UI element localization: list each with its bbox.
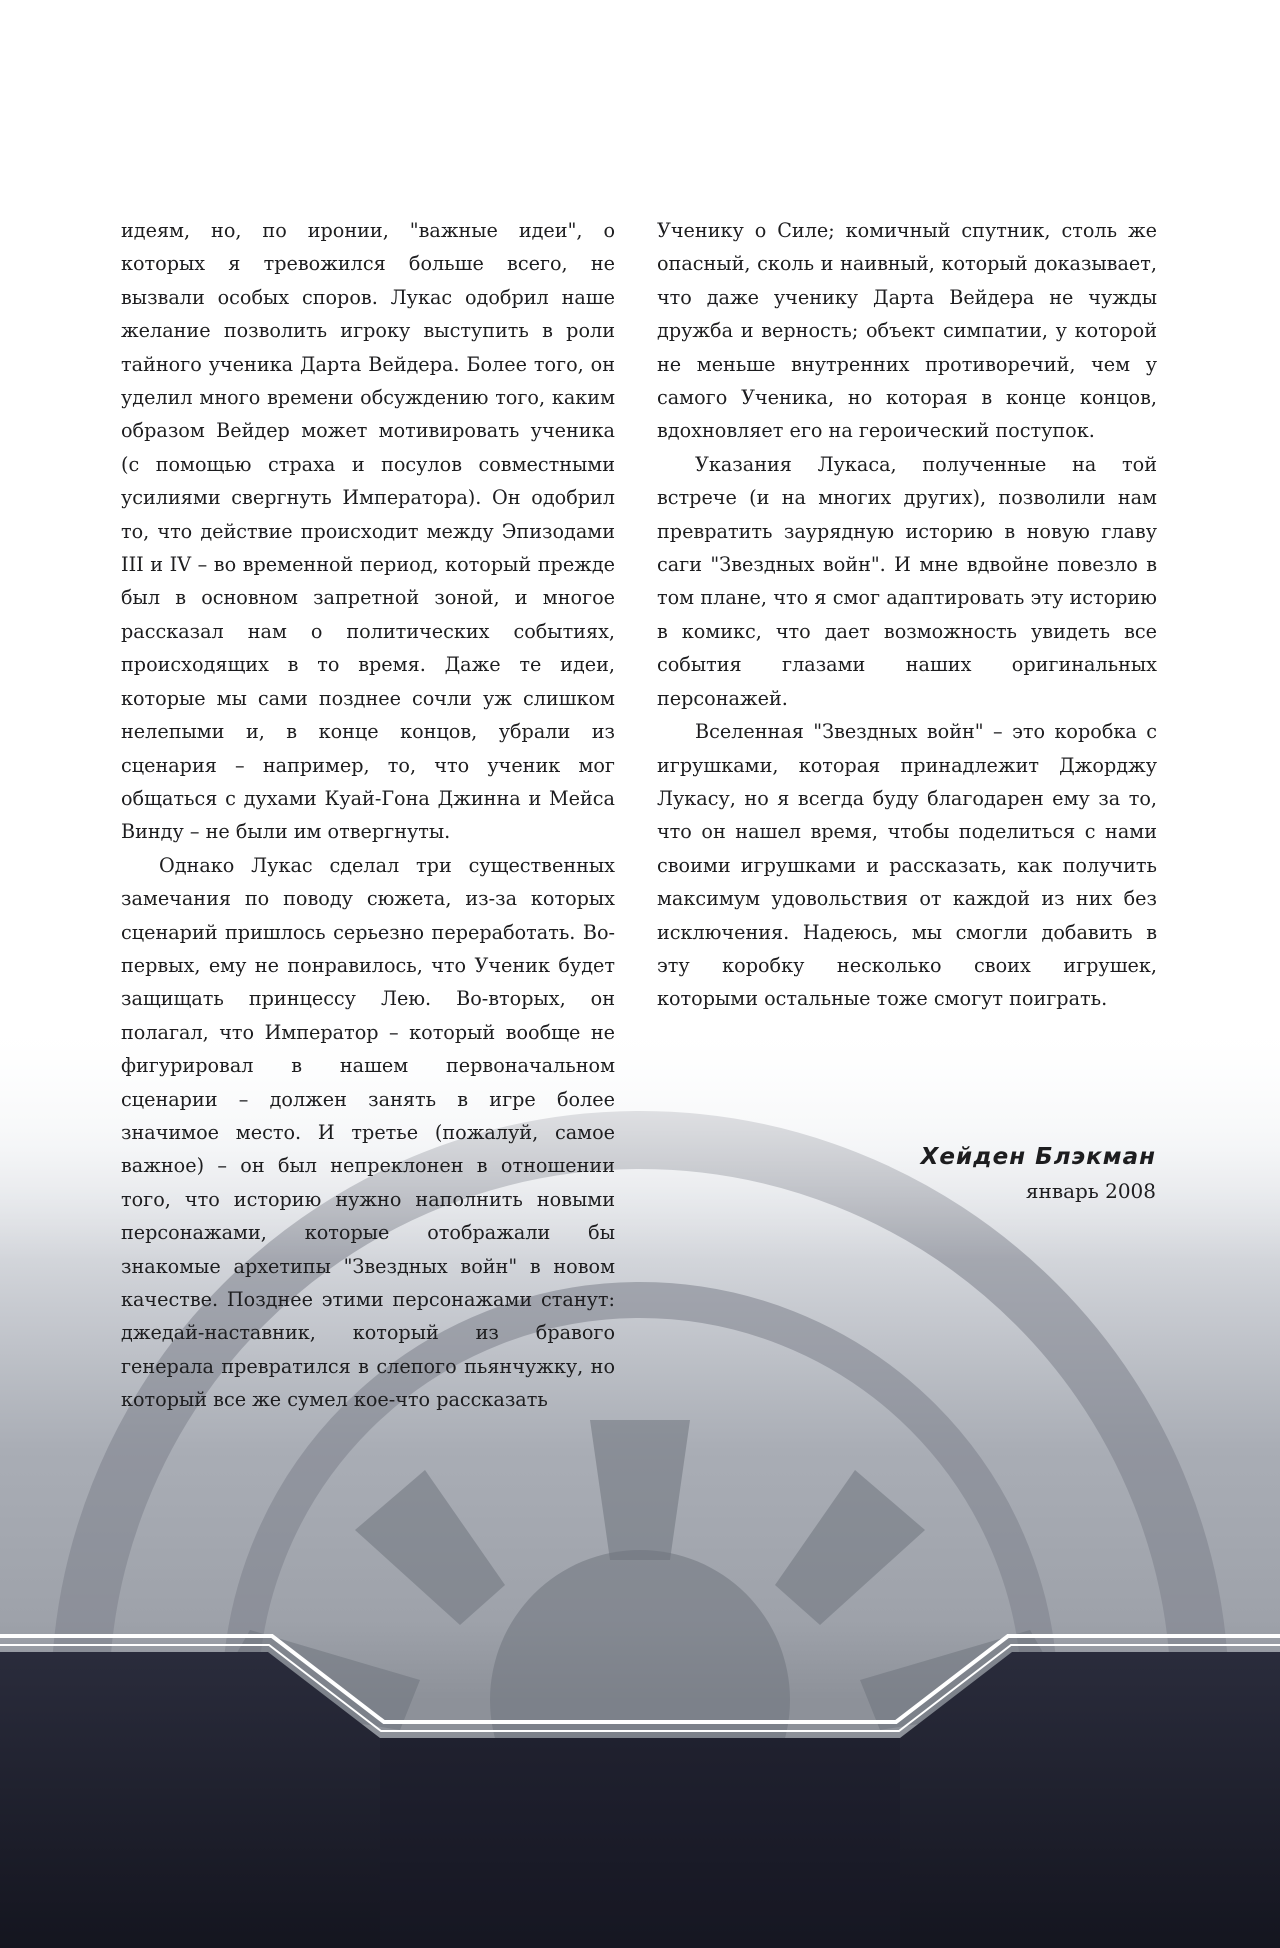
paragraph: идеям, но, по иронии, "важные идеи", о которых я тревожился больше всего, не вызвали особых споров. Лукас одобрил наше желание позволить игроку выступить в роли тайного ученика Дарта Вейдера. Более того, он уделил много времени обсуждению того, каким образом Вейдер может мотивировать ученика (с помощью страха и посулов совместными усилиями свергнуть Императора). Он одобрил то, что действие происходит между Эпизодами III и IV – во временной период, который прежде был в основном запретной зоной, и многое рассказал нам о политических событиях, происходящих в то время. Даже те идеи, которые мы сами позднее сочли уж слишком нелепыми и, в конце концов, убрали из сценария – например, то, что ученик мог общаться с духами Куай-Гона Джинна и Мейса Винду – не были им отвергнуты. [121, 219, 615, 844]
paragraph: Ученику о Силе; комичный спутник, столь же опасный, сколь и наивный, который доказывает, что даже ученику Дарта Вейдера не чужды дружба и верность; объект симпатии, у которой не меньше внутренних противоречий, чем у самого Ученика, но которая в конце концов, вдохновляет его на героический поступок. [657, 219, 1157, 443]
signature-date: январь 2008 [1025, 1179, 1156, 1203]
paragraph: Указания Лукаса, полученные на той встрече (и на многих других), позволили нам превратить заурядную историю в новую главу саги "Звездных войн". И мне вдвойне повезло в том плане, что я смог адаптировать эту историю в комикс, что дает возможность увидеть все события глазами наших оригинальных персонажей. [657, 452, 1157, 710]
paragraph: Вселенная "Звездных войн" – это коробка с игрушками, которая принадлежит Джорджу Лукасу, но я всегда буду благодарен ему за то, что он нашел время, чтобы поделиться с нами своими игрушками и рассказать, как получить максимум удовольствия от каждой из них без исключения. Надеюсь, мы смогли добавить в эту коробку несколько своих игрушек, которыми остальные тоже смогут поиграть. [657, 720, 1157, 1011]
paragraph: Однако Лукас сделал три существенных замечания по поводу сюжета, из-за которых сценарий пришлось серьезно переработать. Во-первых, ему не понравилось, что Ученик будет защищать принцессу Лею. Во-вторых, он полагал, что Император – который вообще не фигурировал в нашем первоначальном сценарии – должен занять в игре более значимое место. И третье (пожалуй, самое важное) – он был непреклонен в отношении того, что историю нужно наполнить новыми персонажами, которые отображали бы знакомые архетипы "Звездных войн" в новом качестве. Позднее этими персонажами станут: джедай-наставник, который из бравого генерала превратился в слепого пьянчужку, но который все же сумел кое-что рассказать [121, 853, 615, 1412]
author-name: Хейден Блэкман [920, 1144, 1156, 1170]
